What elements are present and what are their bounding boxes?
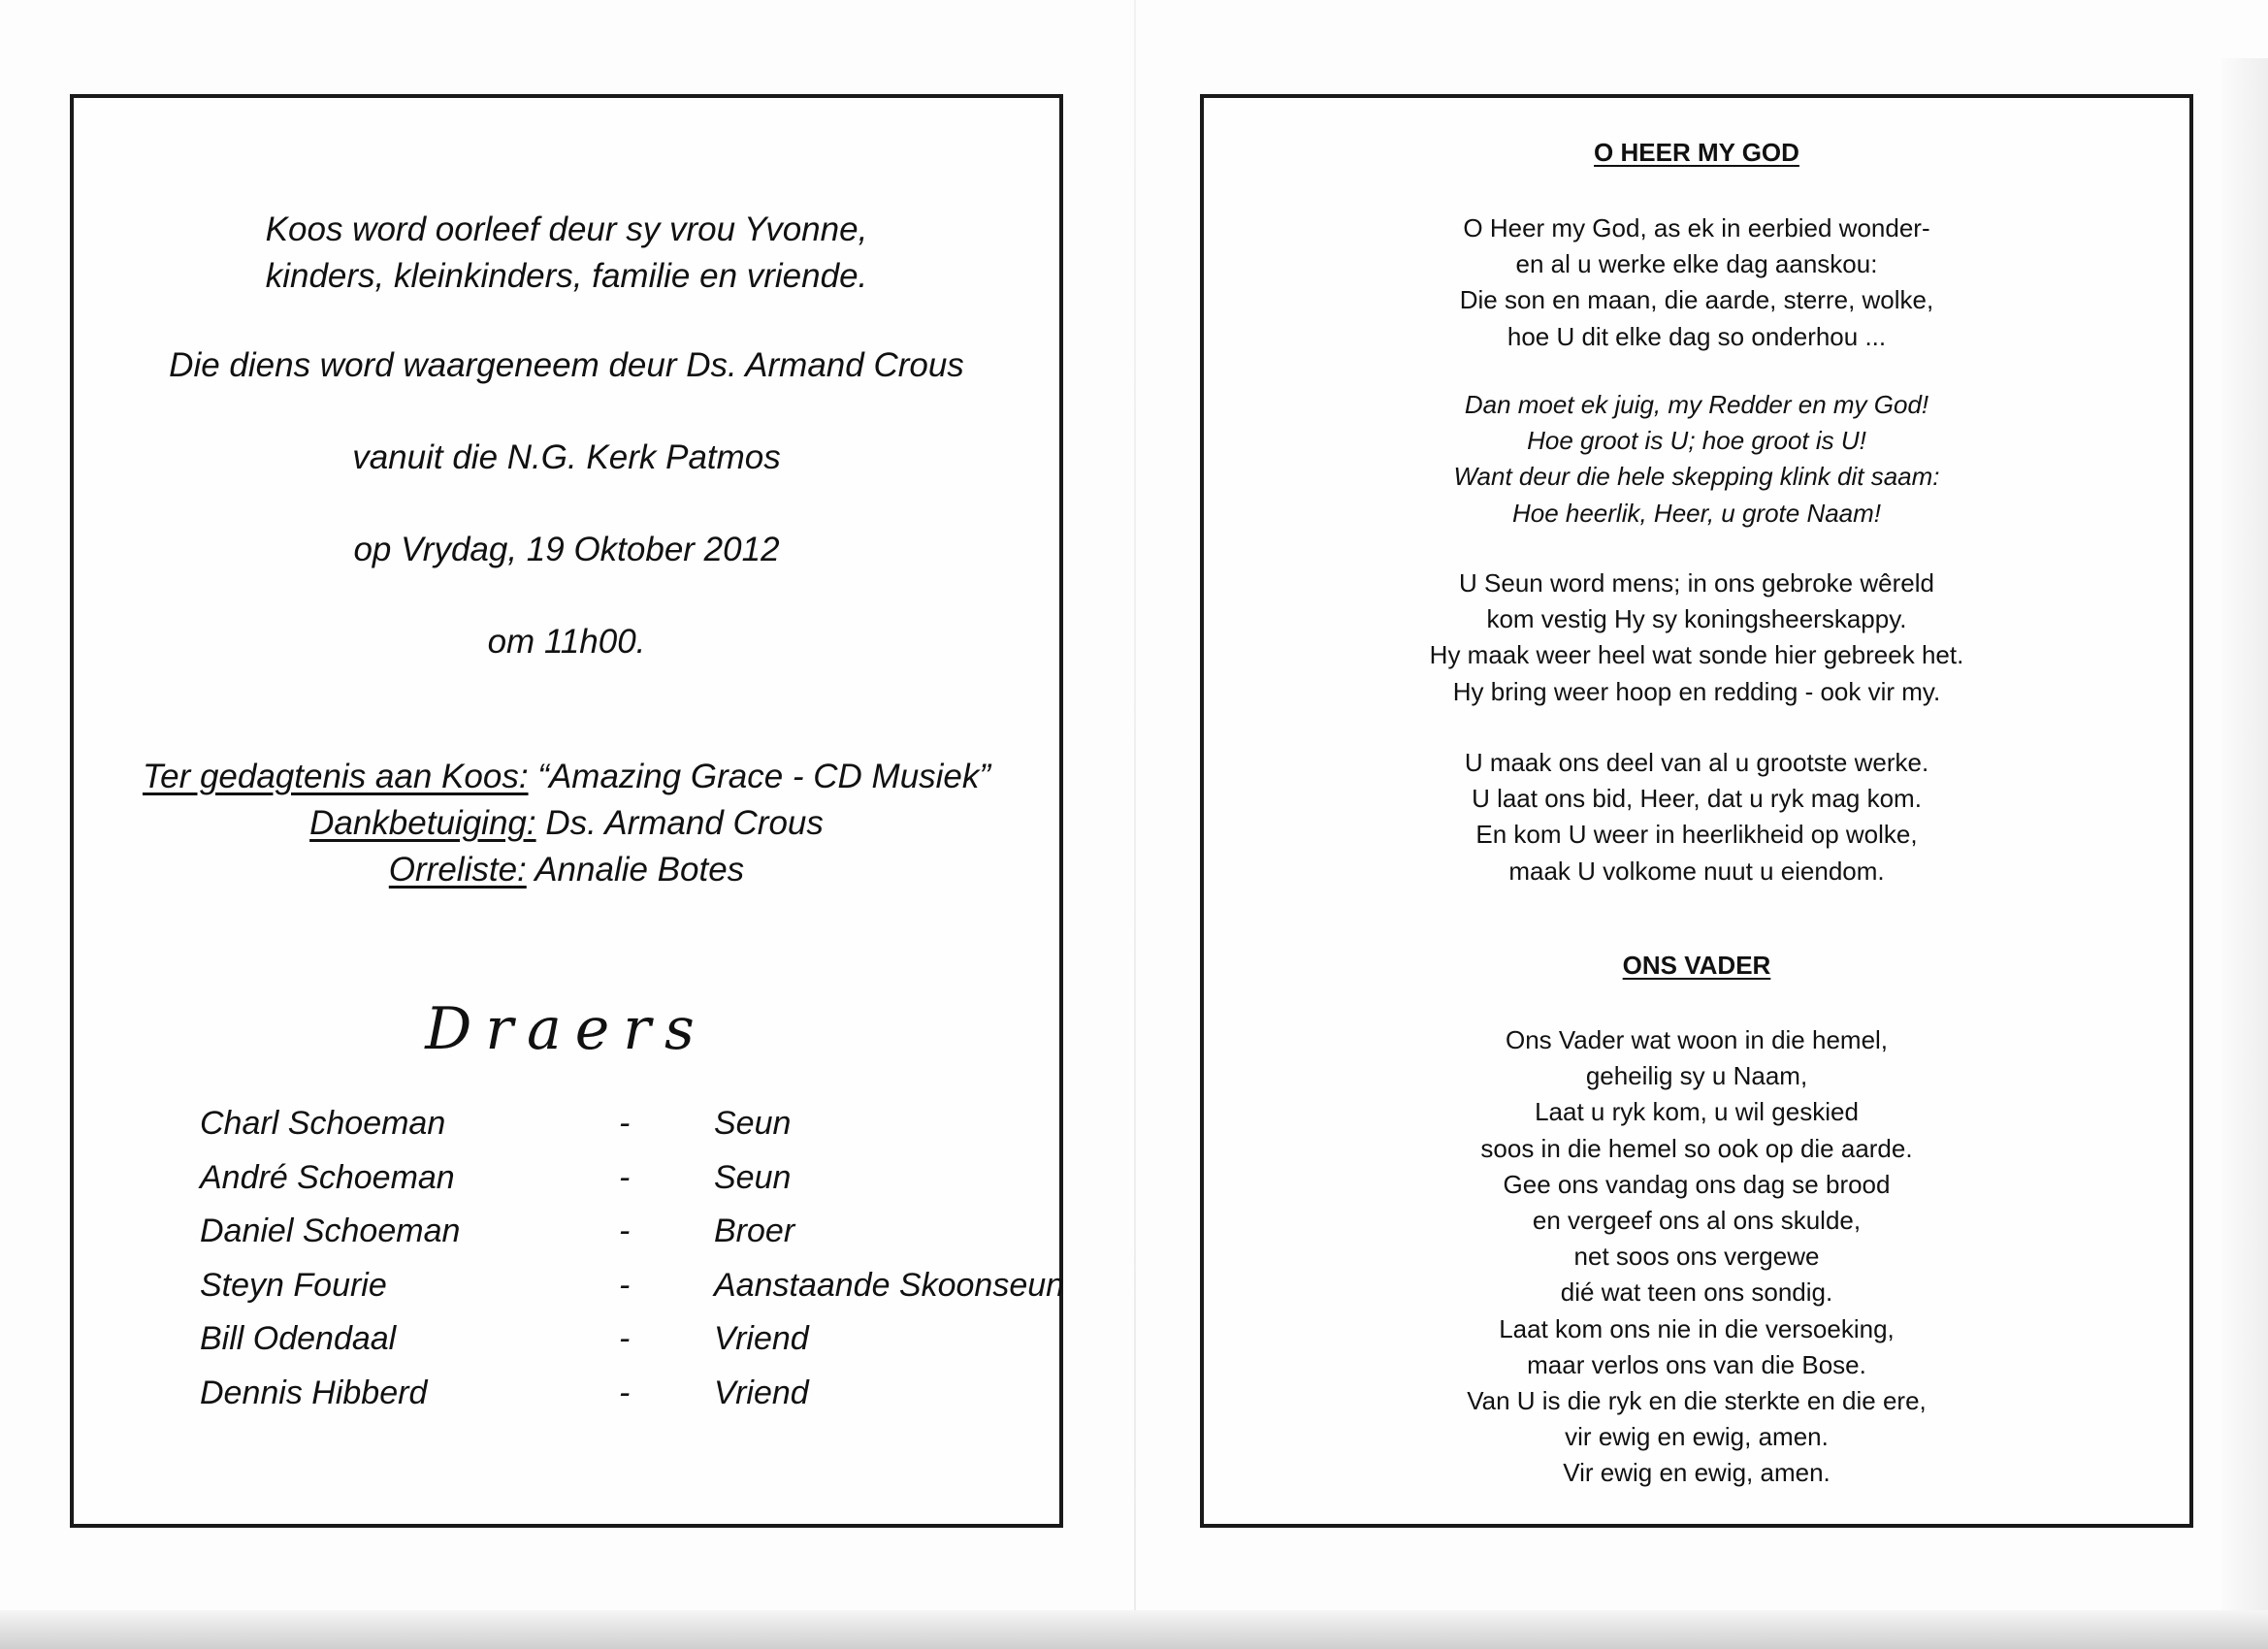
prayer-line: Laat kom ons nie in die versoeking, [1499,1313,1895,1343]
scan-edge-bottom [0,1610,2268,1649]
page-fold [1134,0,1136,1649]
bearer-name: Bill Odendaal [200,1320,397,1357]
hymn-stanza [1204,210,2189,355]
programme-list [74,754,1059,893]
programme-item [74,847,1059,893]
hymn-line: U laat ons bid, Heer, dat u ryk mag kom. [1472,784,1922,814]
hymn-line: kom vestig Hy sy koningsheerskappy. [1486,604,1907,634]
survivors-line-1: Koos word oorleef deur sy vrou Yvonne, [265,210,868,248]
bearers-heading: Draers [425,995,708,1063]
bearer-relation: Broer [714,1212,795,1249]
prayer-text [1204,1022,2189,1492]
bearer-relation: Vriend [714,1320,809,1357]
programme-item [74,800,1059,847]
bearer-relation: Seun [714,1158,792,1196]
bearer-relation: Vriend [714,1374,809,1411]
date-text: op Vrydag, 19 Oktober 2012 [353,531,780,568]
prayer-line: net soos ons vergewe [1573,1242,1820,1272]
prayer-title: ONS VADER [1622,951,1771,980]
bearer-dash: - [619,1105,631,1142]
hymn-line: O Heer my God, as ek in eerbied wonder- [1463,213,1930,242]
hymn-line: Hoe heerlik, Heer, u grote Naam! [1511,498,1882,528]
survivors-text [74,207,1059,300]
hymn-stanza [1204,745,2189,889]
bearer-relation: Aanstaande Skoonseun [714,1266,1065,1304]
bearer-name: Dennis Hibberd [200,1374,428,1411]
venue-text: vanuit die N.G. Kerk Patmos [352,438,781,476]
bearer-dash: - [619,1320,631,1357]
prayer-line: Gee ons vandag ons dag se brood [1503,1169,1891,1199]
prayer-line: maar verlos ons van die Bose. [1527,1349,1866,1379]
hymn-line: en al u werke elke dag aanskou: [1515,249,1878,279]
programme-item [74,754,1059,800]
hymn-line: U maak ons deel van al u grootste werke. [1464,748,1929,777]
hymn-line: U Seun word mens; in ons gebroke wêreld [1459,568,1934,598]
hymn-line: Hoe groot is U; hoe groot is U! [1527,426,1866,456]
survivors-line-2: kinders, kleinkinders, familie en vriende. [265,257,868,295]
bearer-name: Charl Schoeman [200,1105,446,1142]
programme-label: Ter gedagtenis aan Koos: [142,758,529,795]
time-text: om 11h00. [487,623,646,661]
hymn-line: Die son en maan, die aarde, sterre, wolke, [1459,285,1934,315]
hymn-line: hoe U dit elke dag so onderhou ... [1507,321,1887,351]
hymn-line: En kom U weer in heerlikheid op wolke, [1475,820,1918,850]
hymn-line: Dan moet ek juig, my Redder en my God! [1464,390,1929,419]
bearer-name: Steyn Fourie [200,1266,387,1304]
bearer-dash: - [619,1374,631,1411]
bearer-name: Daniel Schoeman [200,1212,461,1249]
programme-label: Orreliste: [388,851,527,889]
right-page-panel [1200,94,2193,1528]
hymn-line: maak U volkome nuut u eiendom. [1508,856,1885,886]
prayer-line: Vir ewig en ewig, amen. [1563,1458,1831,1488]
bearer-name: André Schoeman [200,1158,455,1196]
programme-value: Ds. Armand Crous [545,804,824,842]
bearer-dash: - [619,1212,631,1249]
programme-value: “Amazing Grace - CD Musiek” [537,758,991,795]
service-by-text: Die diens word waargeneem deur Ds. Armand Crous [169,346,964,384]
programme-label: Dankbetuiging: [309,804,536,842]
programme-value: Annalie Botes [535,851,745,889]
bearer-relation: Seun [714,1105,792,1142]
bearer-dash: - [619,1266,631,1304]
prayer-line: Van U is die ryk en die sterkte en die ere, [1467,1386,1927,1416]
hymn-chorus [1204,387,2189,532]
scan-edge-right [2221,58,2268,1610]
prayer-line: Laat u ryk kom, u wil geskied [1535,1097,1859,1127]
prayer-line: soos in die hemel so ook op die aarde. [1480,1133,1913,1163]
hymn-line: Want deur die hele skepping klink dit saam: [1453,462,1940,492]
hymn-title: O HEER MY GOD [1594,138,1799,167]
prayer-line: geheilig sy u Naam, [1585,1061,1808,1091]
hymn-line: Hy maak weer heel wat sonde hier gebreek het. [1429,640,1964,670]
left-page-panel [70,94,1063,1528]
prayer-line: Ons Vader wat woon in die hemel, [1505,1025,1889,1054]
prayer-line: dié wat teen ons sondig. [1560,1277,1833,1308]
prayer-line: vir ewig en ewig, amen. [1565,1422,1829,1452]
hymn-line: Hy bring weer hoop en redding - ook vir my. [1452,676,1941,706]
bearer-dash: - [619,1158,631,1196]
hymn-stanza [1204,566,2189,710]
prayer-line: en vergeef ons al ons skulde, [1532,1206,1862,1236]
